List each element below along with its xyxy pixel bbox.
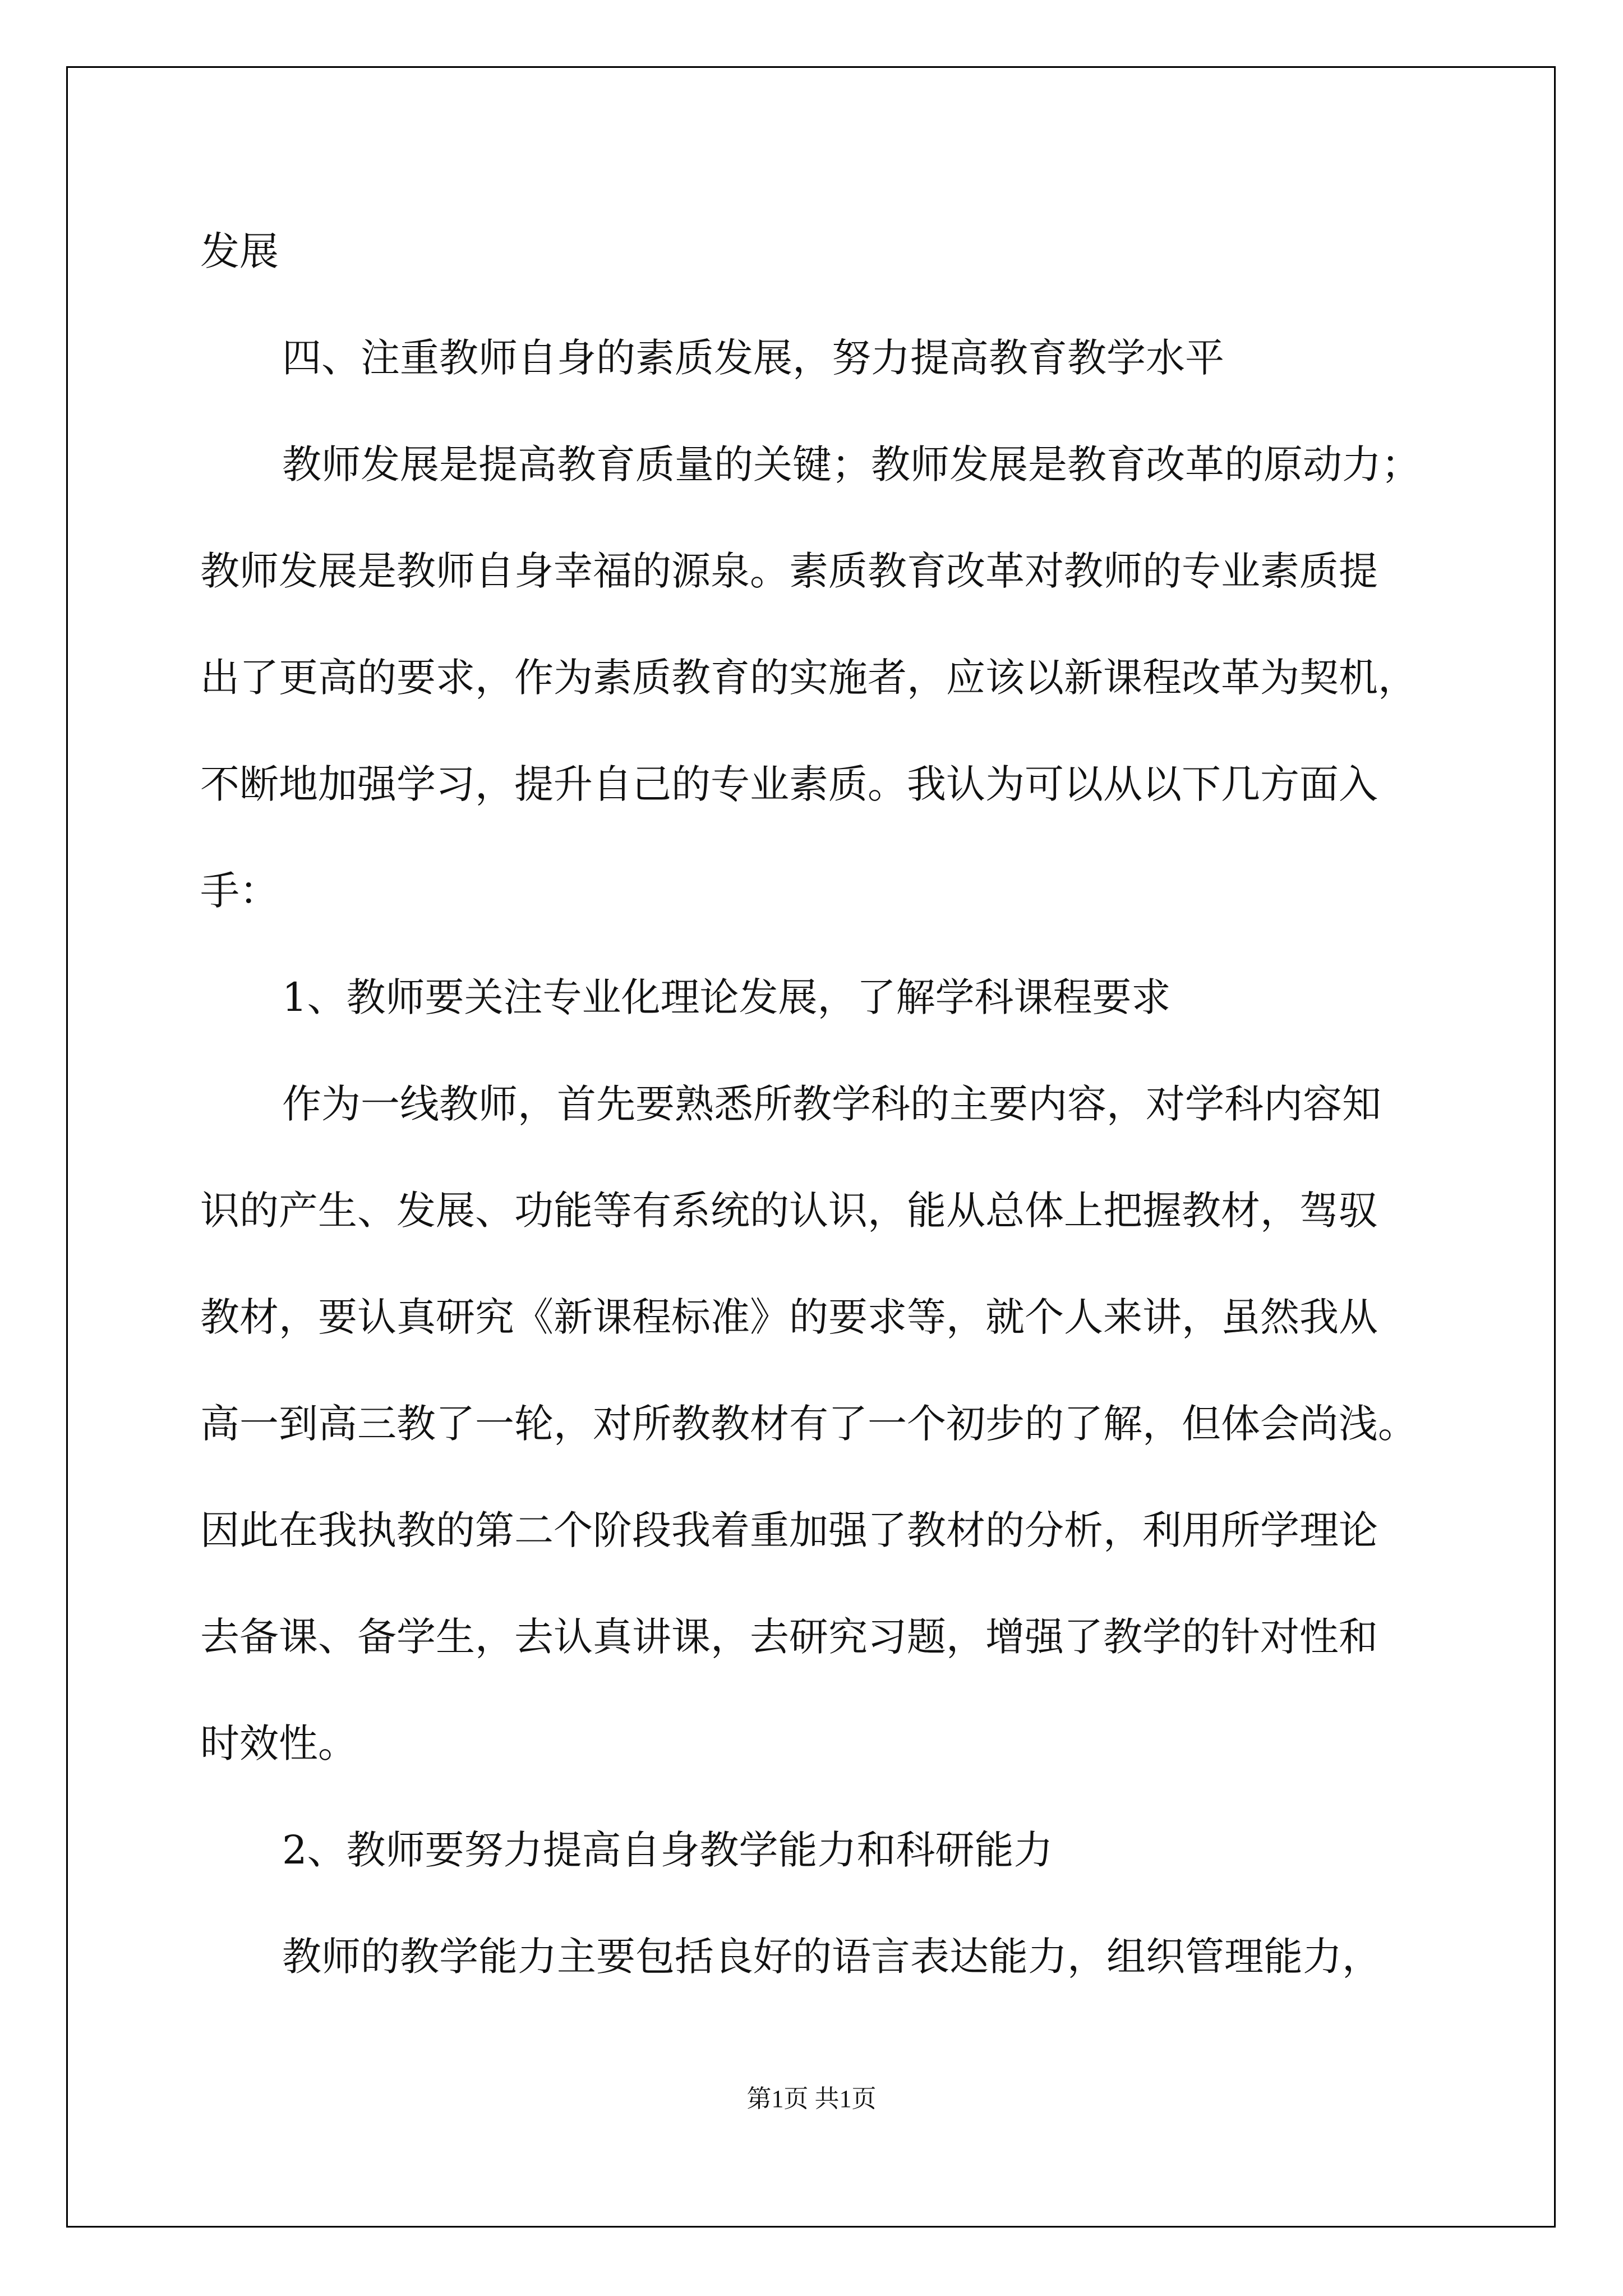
paragraph-line: 出了更高的要求，作为素质教育的实施者，应该以新课程改革为契机， [200, 655, 1417, 701]
paragraph-line: 不断地加强学习，提升自己的专业素质。我认为可以从以下几方面入 [200, 761, 1378, 807]
paragraph-line: 时效性。 [200, 1720, 357, 1766]
page-number-footer: 第1页 共1页 [746, 2085, 877, 2113]
section-heading-four: 四、注重教师自身的素质发展，努力提高教育教学水平 [282, 335, 1224, 381]
paragraph-line: 教材，要认真研究《新课程标准》的要求等，就个人来讲，虽然我从 [200, 1294, 1378, 1340]
paragraph-line: 教师的教学能力主要包括良好的语言表达能力，组织管理能力， [282, 1934, 1381, 1980]
paragraph-line: 作为一线教师，首先要熟悉所教学科的主要内容，对学科内容知 [282, 1081, 1381, 1127]
paragraph-line: 因此在我执教的第二个阶段我着重加强了教材的分析，利用所学理论 [200, 1507, 1378, 1553]
page-border [66, 66, 1556, 2228]
subheading-two: 2、教师要努力提高自身教学能力和科研能力 [282, 1827, 1053, 1873]
paragraph-line: 手： [200, 868, 279, 914]
paragraph-line: 教师发展是提高教育质量的关键；教师发展是教育改革的原动力； [282, 441, 1421, 487]
subheading-one: 1、教师要关注专业化理论发展，了解学科课程要求 [282, 974, 1171, 1020]
paragraph-line: 去备课、备学生，去认真讲课，去研究习题，增强了教学的针对性和 [200, 1614, 1378, 1660]
text-line-continuation: 发展 [200, 228, 279, 274]
paragraph-line: 教师发展是教师自身幸福的源泉。素质教育改革对教师的专业素质提 [200, 548, 1378, 594]
paragraph-line: 高一到高三教了一轮，对所教教材有了一个初步的了解，但体会尚浅。 [200, 1401, 1417, 1447]
paragraph-line: 识的产生、发展、功能等有系统的认识，能从总体上把握教材，驾驭 [200, 1188, 1378, 1234]
